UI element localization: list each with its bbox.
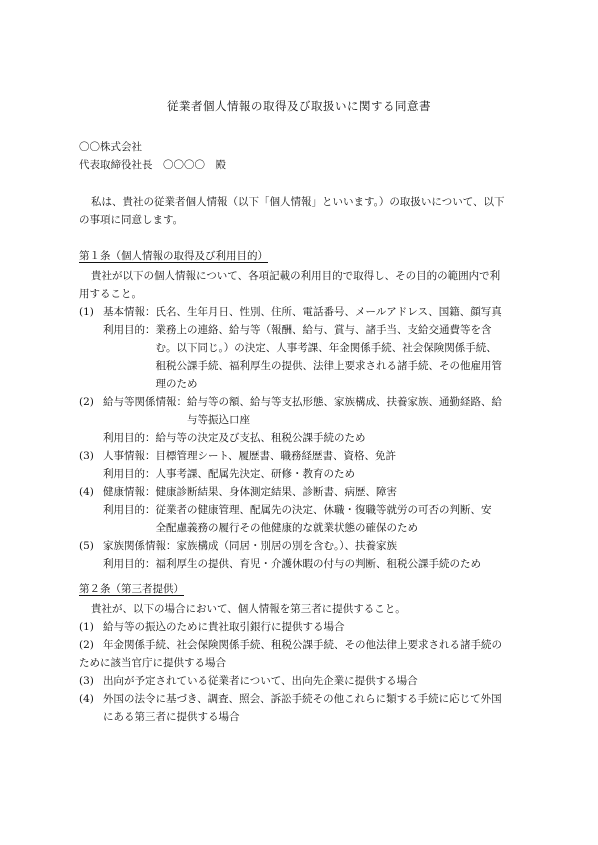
representative-name: 代表取締役社長 〇〇〇〇 殿 bbox=[79, 159, 226, 171]
article-1-item bbox=[79, 303, 524, 393]
article-1-item bbox=[79, 393, 524, 447]
info-value: 健康診断結果、身体測定結果、診断書、病歴、障害 bbox=[155, 486, 397, 498]
item-number: (2) bbox=[79, 639, 94, 651]
intro-line: の事項に同意します。 bbox=[79, 214, 184, 226]
purpose-value: 福利厚生の提供、育児・介護休暇の付与の判断、租税公課手続のため bbox=[155, 558, 481, 570]
intro-line: 私は、貴社の従業者個人情報（以下「個人情報」といいます。）の取扱いについて、以下 bbox=[91, 196, 505, 208]
purpose-value: 給与等の決定及び支払、租税公課手続のため bbox=[155, 432, 366, 444]
purpose-value bbox=[156, 321, 525, 393]
info-value: 氏名、生年月日、性別、住所、電話番号、メールアドレス、国籍、顔写真 bbox=[155, 306, 502, 318]
purpose-line: 業務上の連絡、給与等（報酬、給与、賞与、諸手当、支給交通費等を含 bbox=[155, 324, 492, 336]
info-label: 家族関係情報： bbox=[103, 540, 177, 552]
info-label: 健康情報： bbox=[103, 486, 156, 498]
article-2 bbox=[79, 580, 524, 726]
item-number: (1) bbox=[79, 306, 94, 318]
item-number: (4) bbox=[79, 486, 94, 498]
item-text: 年金関係手続、社会保険関係手続、租税公課手続、その他法律上要求される諸手続の bbox=[103, 639, 502, 651]
purpose-label: 利用目的： bbox=[103, 504, 156, 516]
article-1-item bbox=[79, 483, 524, 537]
article-1-title: 第１条（個人情報の取得及び利用目的） bbox=[79, 250, 268, 262]
document-title: 従業者個人情報の取得及び取扱いに関する同意書 bbox=[167, 99, 431, 113]
intro-paragraph bbox=[79, 193, 519, 229]
article-1-lead: 用すること。 bbox=[79, 288, 142, 300]
info-value: 家族構成（同居・別居の別を含む。）、扶養家族 bbox=[176, 540, 397, 552]
article-2-item bbox=[79, 672, 524, 690]
info-line: 給与等の額、給与等支払形態、家族構成、扶養家族、通勤経路、給 bbox=[187, 396, 502, 408]
item-text: 外国の法令に基づき、調査、照会、訴訟手続その他これらに類する手続に応じて外国 bbox=[103, 693, 502, 705]
article-1-item bbox=[79, 537, 524, 573]
purpose-line: 租税公課手続、福利厚生の提供、法律上要求される諸手続、その他雇用管 bbox=[155, 360, 502, 372]
article-2-lead: 貴社が、以下の場合において、個人情報を第三者に提供すること。 bbox=[91, 603, 406, 615]
purpose-line: 理のため bbox=[155, 378, 198, 390]
info-line: 与等振込口座 bbox=[187, 414, 250, 426]
purpose-label: 利用目的： bbox=[103, 324, 156, 336]
purpose-label: 利用目的： bbox=[103, 432, 156, 444]
info-label: 基本情報： bbox=[103, 306, 156, 318]
item-number: (4) bbox=[79, 693, 94, 705]
item-text: 出向が予定されている従業者について、出向先企業に提供する場合 bbox=[103, 675, 418, 687]
item-number: (2) bbox=[79, 396, 94, 408]
item-text-cont: ために該当官庁に提供する場合 bbox=[79, 657, 226, 669]
article-1 bbox=[79, 247, 524, 573]
article-2-item bbox=[79, 690, 524, 726]
item-number: (1) bbox=[79, 621, 94, 633]
article-2-title: 第２条（第三者提供） bbox=[79, 583, 184, 595]
article-1-lead: 貴社が以下の個人情報について、各項記載の利用目的で取得し、その目的の範囲内で利 bbox=[91, 270, 501, 282]
article-2-item bbox=[79, 636, 524, 672]
purpose-value: 人事考課、配属先決定、研修・教育のため bbox=[155, 468, 355, 480]
purpose-line: む。以下同じ。）の決定、人事考課、年金関係手続、社会保険関係手続、 bbox=[155, 342, 497, 354]
purpose-label: 利用目的： bbox=[103, 468, 156, 480]
item-number: (3) bbox=[79, 675, 94, 687]
info-label: 給与等関係情報： bbox=[103, 396, 187, 408]
article-2-item bbox=[79, 618, 524, 636]
addressee-block bbox=[79, 138, 226, 174]
purpose-value bbox=[156, 501, 525, 537]
purpose-line: 全配慮義務の履行その他健康的な就業状態の確保のため bbox=[155, 522, 418, 534]
info-value bbox=[187, 393, 524, 429]
company-name: 〇〇株式会社 bbox=[79, 141, 142, 153]
item-number: (3) bbox=[79, 450, 94, 462]
item-text: 給与等の振込のために貴社取引銀行に提供する場合 bbox=[103, 621, 345, 633]
article-1-item bbox=[79, 447, 524, 483]
item-number: (5) bbox=[79, 540, 94, 552]
info-value: 目標管理シート、履歴書、職務経歴書、資格、免許 bbox=[155, 450, 397, 462]
purpose-line: 従業者の健康管理、配属先の決定、休職・復職等就労の可否の判断、安 bbox=[155, 504, 492, 516]
purpose-label: 利用目的： bbox=[103, 558, 156, 570]
info-label: 人事情報： bbox=[103, 450, 156, 462]
item-text-cont: にある第三者に提供する場合 bbox=[103, 711, 240, 723]
